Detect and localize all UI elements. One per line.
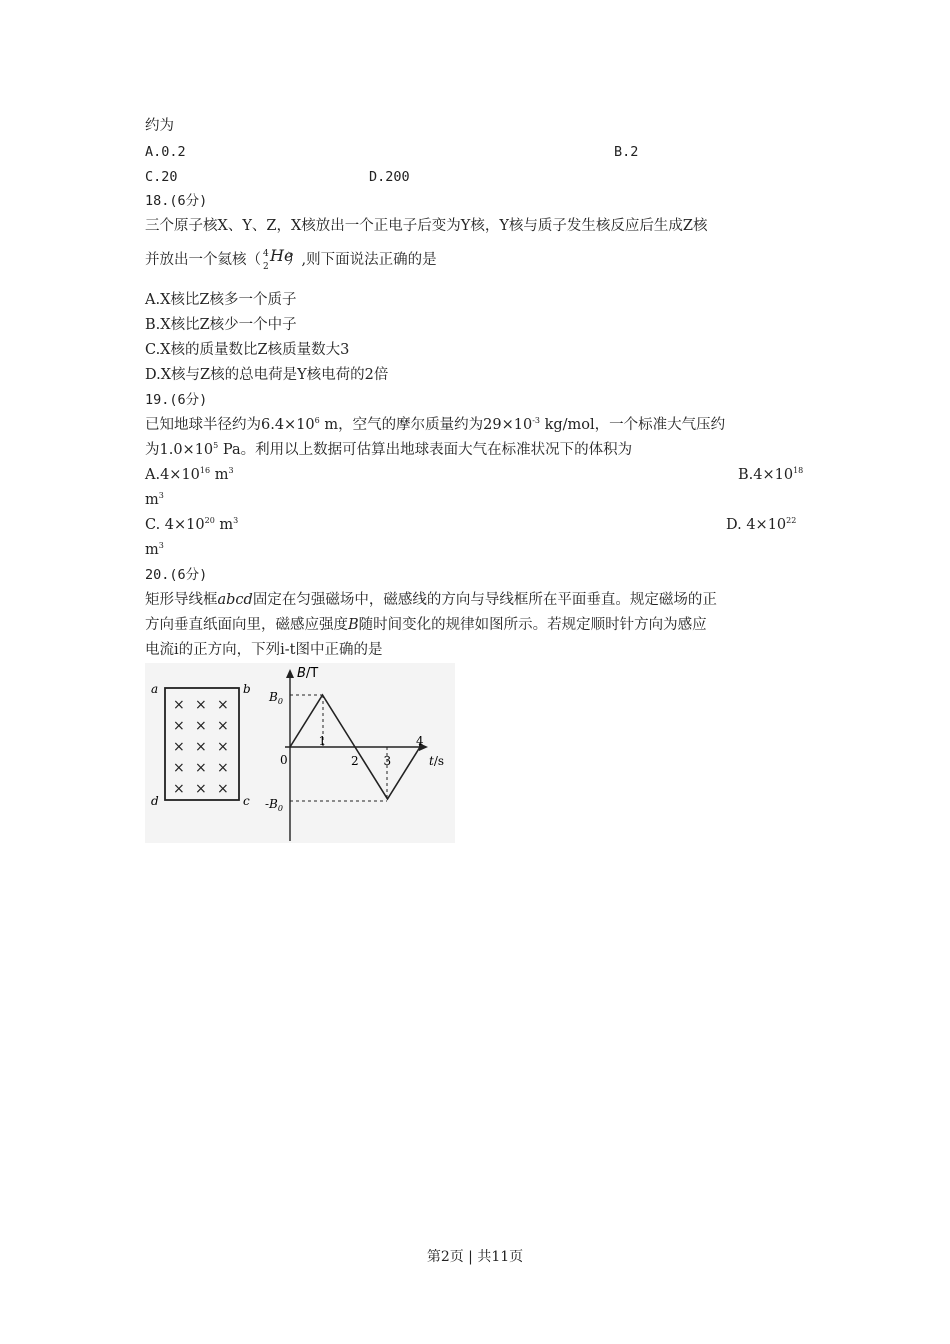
field-cross: × [217, 760, 229, 776]
q19-option-a: $A.4\times 10^{16}$ $m^3$ [145, 466, 234, 483]
field-cross: × [173, 697, 185, 713]
q19-header: 19.(6分) [145, 392, 208, 408]
q17-option-b: B.2 [614, 144, 639, 160]
corner-label-d: d [151, 794, 159, 808]
tick-label-3: 3 [383, 754, 392, 768]
figure-svg [145, 663, 455, 843]
page-footer: 第2页 | 共11页 [426, 1249, 524, 1265]
q20-header: 20.(6分) [145, 567, 208, 583]
field-cross: × [195, 739, 207, 755]
helium-symbol: 4 2 He [263, 246, 294, 272]
field-cross: × [217, 781, 229, 797]
b0-label: $B_0$ [269, 690, 283, 706]
q19-stem-line2: 为$1.0\times 10^5$ Pa。利用以上数据可估算出地球表面大气在标准状况下的体积为 [145, 441, 633, 458]
field-cross: × [195, 718, 207, 734]
q18-option-d: D.X核与Z核的总电荷是Y核电荷的2倍 [145, 367, 389, 383]
q20-figure [145, 663, 455, 843]
tick-label-4: 4 [416, 734, 424, 748]
q19-stem-line1: 已知地球半径约为$6.4\times 10^6$ m，空气的摩尔质量约为$29\times 10^{-3}$ kg/mol，一个标准大气压约 [145, 416, 726, 433]
q20-stem-line1: 矩形导线框abcd固定在匀强磁场中，磁感线的方向与导线框所在平面垂直。规定磁场的正 [145, 592, 717, 608]
q18-header: 18.(6分) [145, 193, 208, 209]
corner-label-b: b [243, 682, 251, 696]
corner-label-c: c [243, 794, 250, 808]
y-axis-label: B/T [297, 666, 319, 681]
minus-b0-label: $-B_0$ [265, 797, 283, 813]
corner-label-a: a [151, 682, 159, 696]
q19-option-c: C. $4\times 10^{20}$ $m^3$ [145, 516, 239, 533]
q20-stem-line2: 方向垂直纸面向里，磁感应强度B随时间变化的规律如图所示。若规定顺时针方向为感应 [145, 617, 707, 633]
q18-stem-line1: 三个原子核X、Y、Z，X核放出一个正电子后变为Y核，Y核与质子发生核反应后生成Z核 [145, 218, 708, 234]
field-cross: × [173, 760, 185, 776]
q20-stem-line3: 电流i的正方向，下列i-t图中正确的是 [145, 642, 383, 658]
field-cross: × [217, 739, 229, 755]
q19-option-d-unit: $m^3$ [145, 541, 164, 558]
magnetic-field-crosses [173, 697, 229, 797]
field-cross: × [173, 739, 185, 755]
field-cross: × [195, 781, 207, 797]
field-cross: × [195, 697, 207, 713]
field-cross: × [195, 760, 207, 776]
q19-option-b: $B.4\times 10^{18}$ [738, 466, 804, 483]
q17-option-d: D.200 [369, 169, 410, 185]
q18-option-a: A.X核比Z核多一个质子 [145, 292, 297, 308]
q18-option-c: C.X核的质量数比Z核质量数大3 [145, 342, 350, 358]
q17-tail: 约为 [145, 118, 174, 134]
q19-option-d: D. $4\times 10^{22}$ [726, 516, 797, 533]
tick-label-1: 1 [318, 734, 327, 748]
field-cross: × [173, 781, 185, 797]
field-cross: × [217, 697, 229, 713]
figure-background [145, 663, 455, 843]
t-axis-label: t/s [429, 754, 445, 768]
field-cross: × [217, 718, 229, 734]
q19-option-b-unit: $m^3$ [145, 491, 164, 508]
q18-option-b: B.X核比Z核少一个中子 [145, 317, 297, 333]
q17-option-a: A.0.2 [145, 144, 186, 160]
origin-label: 0 [280, 753, 288, 767]
q18-stem-line2: 并放出一个氦核（ 4 2 He ）,则下面说法正确的是 [145, 246, 437, 272]
field-cross: × [173, 718, 185, 734]
tick-label-2: 2 [351, 754, 359, 768]
q17-option-c: C.20 [145, 169, 178, 185]
